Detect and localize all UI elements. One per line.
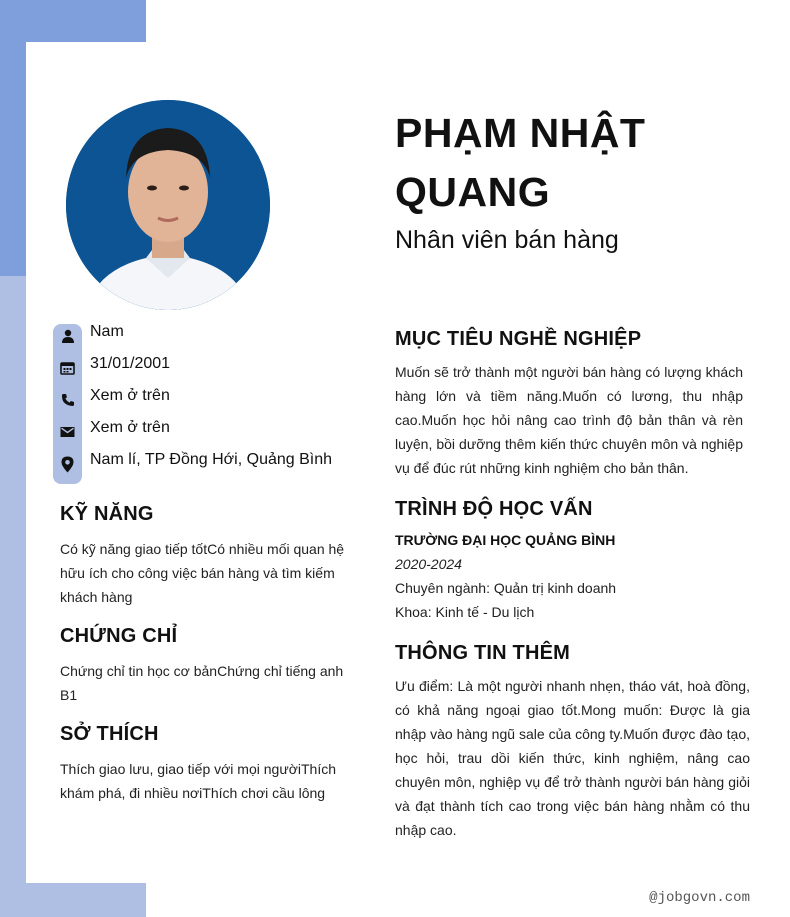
school-name: TRƯỜNG ĐẠI HỌC QUẢNG BÌNH bbox=[395, 532, 616, 548]
contact-gender bbox=[53, 320, 353, 352]
education-section bbox=[395, 498, 743, 624]
certificates-text: Chứng chỉ tin học cơ bảnChứng chỉ tiếng anh B1 bbox=[60, 663, 344, 703]
gender-text: Nam bbox=[90, 323, 124, 340]
education-years: 2020-2024 bbox=[395, 556, 462, 572]
skills-section bbox=[60, 503, 350, 609]
candidate-name bbox=[395, 104, 765, 222]
skills-heading: KỸ NĂNG bbox=[60, 503, 154, 525]
email-text: Xem ở trên bbox=[90, 419, 170, 436]
certificates-section bbox=[60, 625, 350, 707]
birthday-text: 31/01/2001 bbox=[90, 355, 171, 372]
skills-text: Có kỹ năng giao tiếp tốtCó nhiều mối quan hệ hữu ích cho công việc bán hàng và tìm kiếm khách hàng bbox=[60, 541, 345, 605]
hobbies-heading: SỞ THÍCH bbox=[60, 723, 159, 745]
additional-info-heading: THÔNG TIN THÊM bbox=[395, 642, 571, 664]
hobbies-section bbox=[60, 723, 350, 805]
name-line-2: QUANG bbox=[395, 169, 551, 215]
hobbies-text: Thích giao lưu, giao tiếp với mọi ngườiThích khám phá, đi nhiều nơiThích chơi cầu lông bbox=[60, 761, 337, 801]
calendar-icon bbox=[53, 352, 82, 384]
mail-icon bbox=[53, 416, 82, 448]
address-text: Nam lí, TP Đồng Hới, Quảng Bình bbox=[90, 451, 333, 468]
additional-info-text: Ưu điểm: Là một người nhanh nhẹn, tháo vát, hoà đồng, có khả năng ngoại giao tốt.Mong muốn: Được là gia nhập vào hàng ngũ sale của công ty.Muốn được đào tạo, học hỏi, trau dồi kiến thức, kinh nghiệm, nâng cao chuyên môn, nghiệp vụ để trở thành người bán hàng giỏi và đạt thành tích cao trong việc bán hàng nhằm có thu nhập cao. bbox=[395, 678, 750, 838]
watermark: @jobgovn.com bbox=[649, 890, 750, 906]
certificates-heading: CHỨNG CHỈ bbox=[60, 625, 178, 647]
phone-text: Xem ở trên bbox=[90, 387, 170, 404]
job-title: Nhân viên bán hàng bbox=[395, 226, 619, 254]
profile-photo bbox=[66, 100, 270, 310]
additional-info-section bbox=[395, 642, 750, 842]
education-heading: TRÌNH ĐỘ HỌC VẤN bbox=[395, 498, 593, 520]
education-faculty: Khoa: Kinh tế - Du lịch bbox=[395, 604, 535, 620]
phone-icon bbox=[53, 384, 82, 416]
contact-email bbox=[53, 416, 353, 448]
education-major: Chuyên ngành: Quản trị kinh doanh bbox=[395, 580, 617, 596]
objective-text: Muốn sẽ trở thành một người bán hàng có lượng khách hàng lớn và tiềm năng.Muốn có lương, thu nhập cao.Muốn học hỏi nâng cao trình độ bản thân và rèn luyện, bồi dưỡng thêm kiến thức chuyên môn và nghiệp vụ để đúc rút những kinh nghiệm cho bản thân. bbox=[395, 364, 743, 476]
objective-heading: MỤC TIÊU NGHỀ NGHIỆP bbox=[395, 328, 642, 350]
contact-phone bbox=[53, 384, 353, 416]
objective-section bbox=[395, 328, 743, 480]
contact-address bbox=[53, 448, 353, 480]
name-line-1: PHẠM NHẬT bbox=[395, 110, 646, 156]
location-pin-icon bbox=[53, 448, 82, 480]
person-icon bbox=[53, 320, 82, 352]
contact-birthday bbox=[53, 352, 353, 384]
